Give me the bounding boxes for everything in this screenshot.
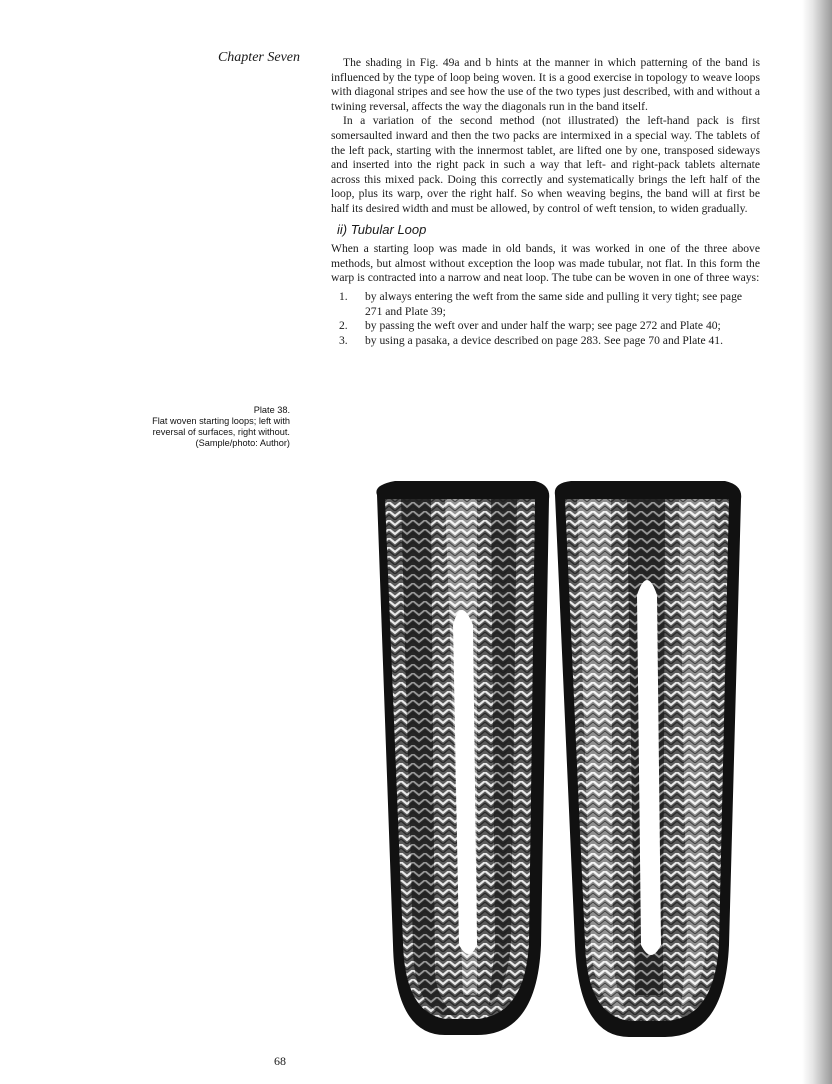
paragraph: When a starting loop was made in old bands, it was worked in one of the three above methods, but almost without exception the loop was made tubular, not flat. In this form the warp is contracted into a narrow and neat loop. The tube can be woven in one of three ways: (331, 242, 760, 285)
caption-line: Flat woven starting loops; left with (152, 416, 290, 426)
left-woven-loop (376, 481, 549, 1035)
caption-line: reversal of surfaces, right without. (152, 427, 290, 437)
paragraph: The shading in Fig. 49a and b hints at the manner in which patterning of the band is influenced by the type of loop being woven. It is a good exercise in topology to weave loops with diagonal stripes and see how the use of the two types just described, with and without a twining reversal, affects the way the diagonals run in the band itself. (331, 56, 760, 113)
running-head: Chapter Seven (217, 50, 300, 65)
numbered-list (331, 290, 760, 348)
list-number: 2. (339, 319, 348, 333)
body-text (331, 56, 760, 348)
right-woven-loop (555, 481, 741, 1037)
list-item (339, 334, 760, 349)
plate-photograph (365, 475, 746, 1045)
section-heading: ii) Tubular Loop (337, 221, 427, 237)
caption-line: (Sample/photo: Author) (195, 438, 290, 448)
paragraph: In a variation of the second method (not illustrated) the left-hand pack is first somersaulted inward and then the two packs are intermixed in a special way. The tablets of the left pack, starting with the innermost tablet, are lifted one by one, transposed sideways and inserted into the right pack in such a way that left- and right-pack tablets alternate across this mixed pack. Doing this correctly and systematically brings the left half of the loop, plus its warp, over the right half. So when weaving begins, the band will at first be half its desired width and must be allowed, by control of weft tension, to widen gradually. (331, 114, 760, 215)
list-text: by passing the weft over and under half the warp; see page 272 and Plate 40; (365, 319, 721, 333)
list-number: 1. (339, 289, 348, 303)
list-text: by always entering the weft from the same side and pulling it very tight; see page 271 and Plate 39; (365, 289, 743, 318)
list-item (339, 290, 760, 319)
list-text: by using a pasaka, a device described on page 283. See page 70 and Plate 41. (365, 333, 724, 347)
plate-caption (100, 405, 290, 449)
list-number: 3. (339, 333, 348, 347)
caption-line: Plate 38. (253, 405, 290, 415)
list-item (339, 319, 760, 334)
book-spine-shadow (802, 0, 832, 1084)
page-number: 68 (274, 1054, 286, 1068)
